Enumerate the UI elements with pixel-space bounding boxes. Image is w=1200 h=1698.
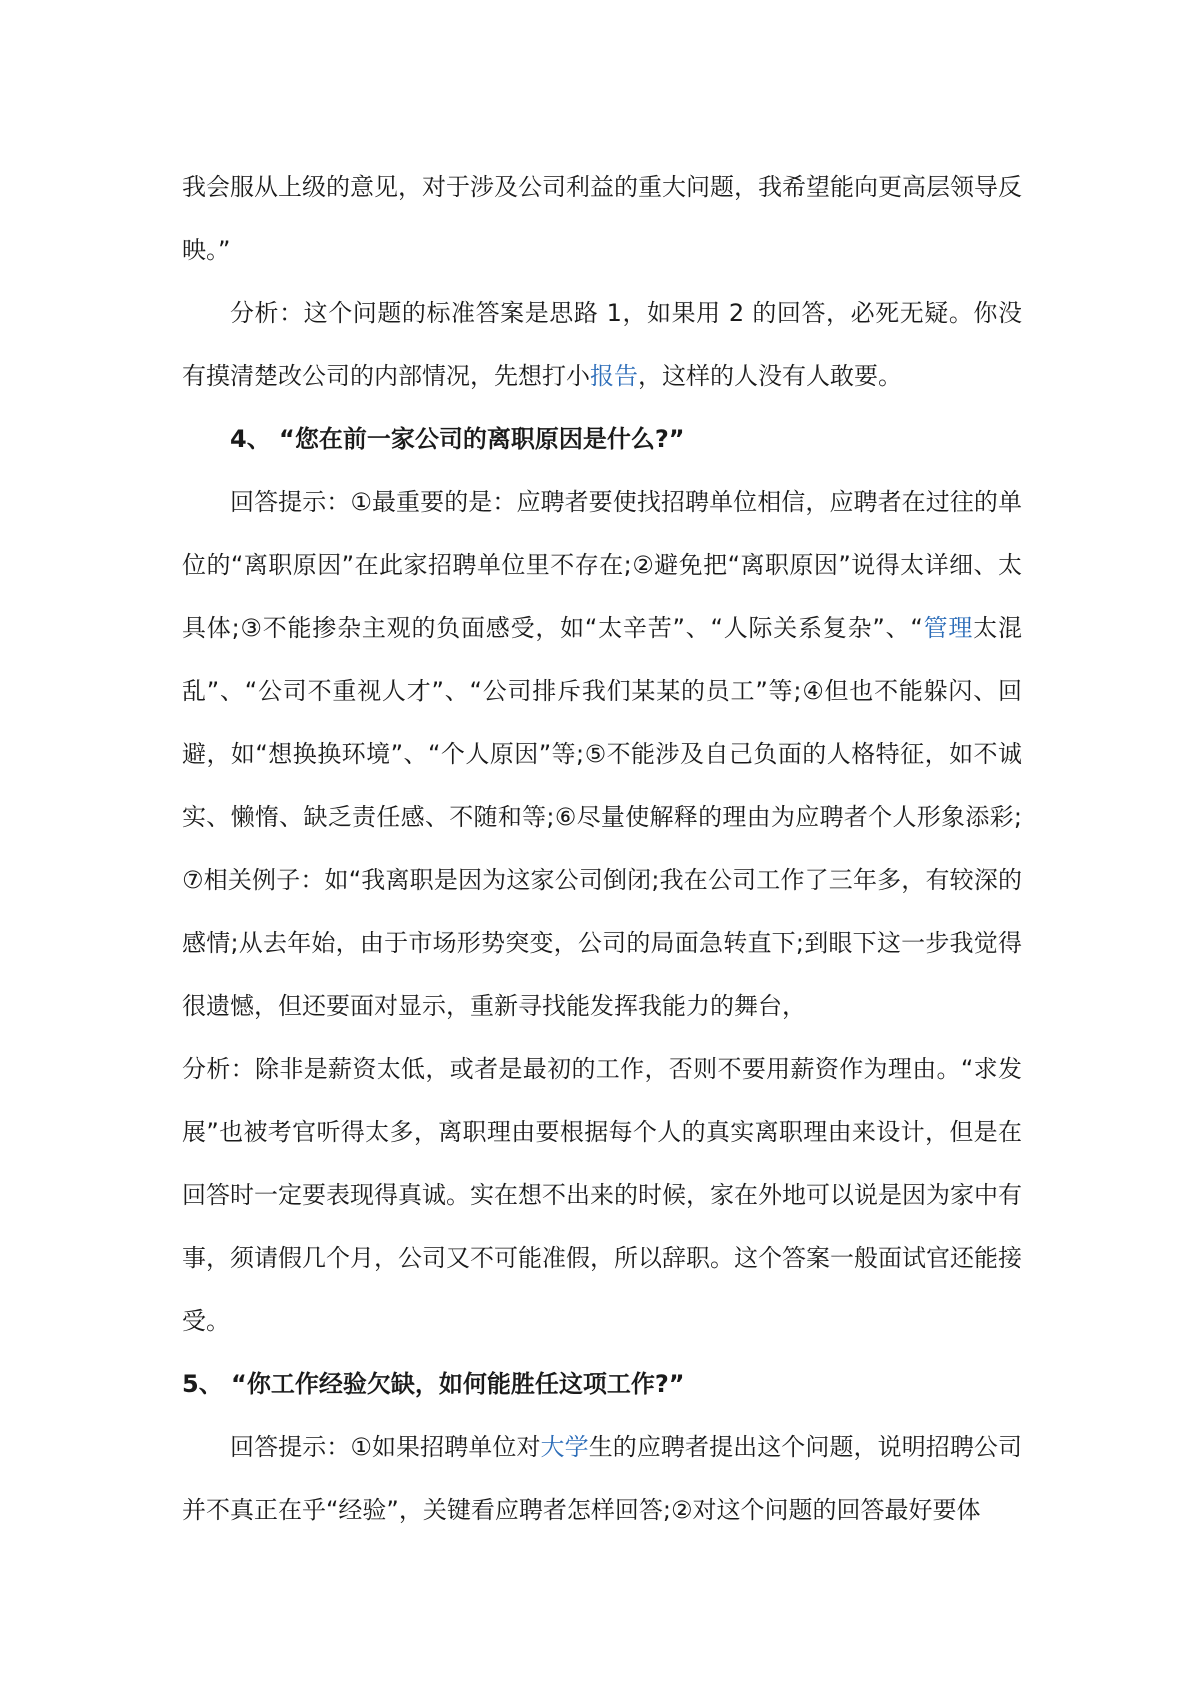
paragraph-text: 分析：除非是薪资太低，或者是最初的工作，否则不要用薪资作为理由。“求发展”也被考官听得太多，离职理由要根据每个人的真实离职理由来设计，但是在回答时一定要表现得真诚。实在想不出来的时候，家在外地可以说是因为家中有事，须请假几个月，公司又不可能准假，所以辞职。这个答案一般面试官还能接受。 [182,1055,1022,1335]
paragraph-analysis-3 [182,282,1022,408]
paragraph-answer-tips-4 [182,471,1022,1038]
paragraph-text: 回答提示：①最重要的是：应聘者要使找招聘单位相信，应聘者在过往的单位的“离职原因”在此家招聘单位里不存在;②避免把“离职原因”说得太详细、太具体;③不能掺杂主观的负面感受，如“太辛苦”、“人际关系复杂”、“ [182,488,1022,642]
link-university[interactable]: 大学 [540,1433,589,1461]
heading-text: 4、 “您在前一家公司的离职原因是什么?” [230,425,685,453]
question-heading-5 [182,1353,1022,1416]
paragraph-analysis-4 [182,1038,1022,1353]
link-report[interactable]: 报告 [590,362,638,390]
paragraph-text: 分析：这个问题的标准答案是思路 1，如果用 2 的回答，必死无疑。你没有摸清楚改公司的内部情况，先想打小 [182,299,1022,390]
question-heading-4 [182,408,1022,471]
paragraph-text: ，这样的人没有人敢要。 [638,362,902,390]
paragraph-continued-answer [182,156,1022,282]
link-management[interactable]: 管理 [922,614,974,642]
paragraph-text: 太混乱”、“公司不重视人才”、“公司排斥我们某某的员工”等;④但也不能躲闪、回避，如“想换换环境”、“个人原因”等;⑤不能涉及自己负面的人格特征，如不诚实、懒惰、缺乏责任感、不随和等;⑥尽量使解释的理由为应聘者个人形象添彩;⑦相关例子：如“我离职是因为这家公司倒闭;我在公司工作了三年多，有较深的感情;从去年始，由于市场形势突变，公司的局面急转直下;到眼下这一步我觉得很遗憾，但还要面对显示，重新寻找能发挥我能力的舞台， [182,614,1023,1020]
paragraph-answer-tips-5 [182,1416,1022,1542]
paragraph-text: 生的应聘者提出这个问题，说明招聘公司并不真正在乎“经验”，关键看应聘者怎样回答;②对这个问题的回答最好要体 [182,1433,1023,1524]
paragraph-text: 我会服从上级的意见，对于涉及公司利益的重大问题，我希望能向更高层领导反映。” [182,173,1022,264]
heading-text: 5、 “你工作经验欠缺，如何能胜任这项工作?” [182,1370,685,1398]
paragraph-text: 回答提示：①如果招聘单位对 [230,1433,541,1461]
